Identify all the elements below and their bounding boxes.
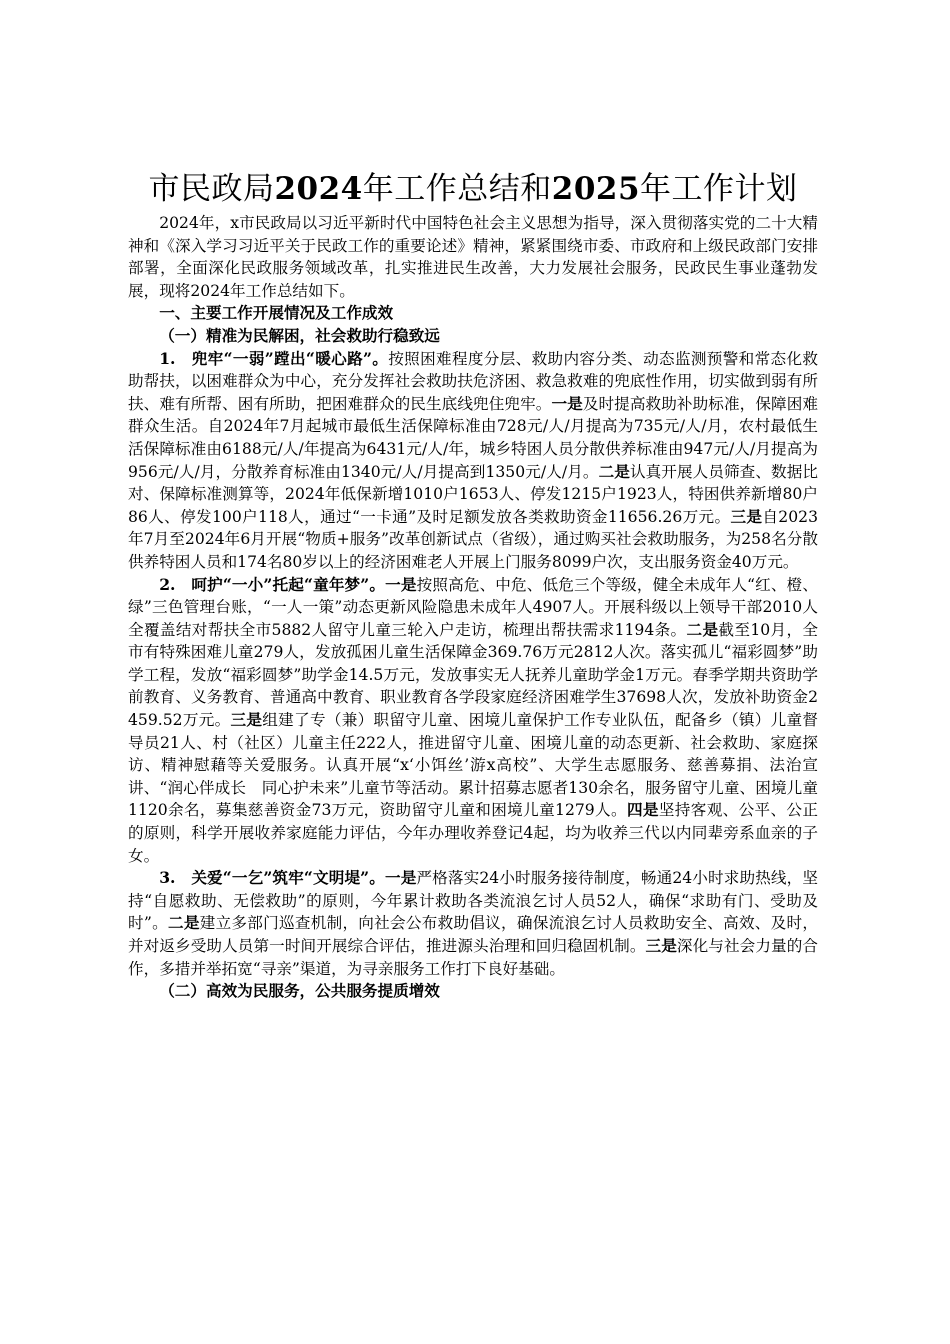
body-text: 深化与社会力量的合作，多措并举拓宽“寻亲”渠道，为寻亲服务工作打下良好基础。	[128, 937, 818, 978]
subsection-heading: （二）高效为民服务，公共服务提质增效	[159, 981, 440, 1001]
ordinal-keyword: 一是	[385, 868, 417, 888]
ordinal-keyword: 二是	[686, 619, 719, 639]
title-text: 年工作计划	[640, 171, 798, 207]
body-text: 自2023年7月至2024年6月开展“物质+服务”改革创新试点（省级），通过购买社会救助服务，为258名分散供养特困人员和174名80岁以上的经济困难老人开展上门服务8099户次，支出服务资金40万元。	[128, 507, 818, 571]
body-text: 组建了专（兼）职留守儿童、困境儿童保护工作专业队伍，配备乡（镇）儿童督导员21人、村（社区）儿童主任222人，推进留守儿童、困境儿童的动态更新、社会救助、家庭探访、精神慰藉等关爱服务。认真开展“x‘小饵丝’游x高校”、大学生志愿服务、慈善募捐、法治宣讲、“润心伴成长 同心护未来”儿童节等活动。累计招募志愿者130余名，服务留守儿童、困境儿童1120余名，募集慈善资金73万元，资助留守儿童和困境儿童1279人。	[128, 711, 818, 820]
body-text: 按照高危、中危、低危三个等级，健全未成年人“红、橙、绿”三色管理台账，“一人一策”动态更新风险隐患未成年人4907人。开展科级以上领导干部2010人全覆盖结对帮扶全市5882人留守儿童三轮入户走访，梳理出帮扶需求1194条。	[128, 575, 818, 639]
body-text: 截至10月，全市有特殊困难儿童279人，发放孤困儿童生活保障金369.76万元2812人次。落实孤儿“福彩圆梦”助学工程，发放“福彩圆梦”助学金14.5万元，发放事实无人抚养儿童助学金1万元。春季学期共资助学前教育、义务教育、普通高中教育、职业教育各学段家庭经济困难学生37698人次，发放补助资金2459.52万元。	[128, 620, 819, 730]
body-text: 严格落实24小时服务接待制度，畅通24小时求助热线，坚持“自愿救助、无偿救助”的原则，今年累计救助各类流浪乞讨人员52人，确保“求助有门、受助及时”。	[128, 869, 818, 933]
document-page	[128, 168, 818, 1003]
document-title	[128, 168, 818, 210]
body-text: 坚持客观、公平、公正的原则，科学开展收养家庭能力评估，今年办理收养登记4起，均为收养三代以内同辈旁系血亲的子女。	[128, 801, 818, 865]
body-text: 及时提高救助补助标准，保障困难群众生活。自2024年7月起城市最低生活保障标准由728元/人/月提高为735元/人/月，农村最低生活保障标准由6188元/人/年提高为6431元/人/年，城乡特困人员分散供养标准由947元/人/月提高为956元/人/月，分散养育标准由1340元/人/月提高到1350元/人/月。	[128, 394, 818, 481]
item-lead: 2. 呵护“一小”托起“童年梦”。	[159, 574, 386, 594]
ordinal-keyword: 三是	[230, 710, 263, 730]
title-year: 2025	[551, 171, 641, 207]
ordinal-keyword: 一是	[551, 393, 583, 413]
ordinal-keyword: 二是	[598, 461, 630, 481]
subsection-heading: （一）精准为民解困，社会救助行稳致远	[159, 325, 440, 345]
title-text: 市民政局	[148, 171, 275, 207]
ordinal-keyword: 三是	[645, 936, 677, 955]
ordinal-keyword: 四是	[626, 800, 659, 820]
item-paragraph-2	[128, 574, 818, 868]
body-text: 建立多部门巡查机制，向社会公布救助倡议，确保流浪乞讨人员救助安全、高效、及时，并对返乡受助人员第一时间开展综合评估，推进源头治理和回归稳固机制。	[128, 914, 818, 955]
intro-paragraph: 2024年，x市民政局以习近平新时代中国特色社会主义思想为指导，深入贯彻落实党的二十大精神和《深入学习习近平关于民政工作的重要论述》精神，紧紧围绕市委、市政府和上级民政部门安排部署，全面深化民政服务领域改革，扎实推进民生改善，大力发展社会服务，民政民生事业蓬勃发展，现将2024年工作总结如下。	[128, 214, 818, 300]
item-paragraph-1	[128, 348, 818, 574]
section-heading: 一、主要工作开展情况及工作成效	[159, 303, 394, 323]
title-text: 年工作总结和	[362, 171, 552, 207]
ordinal-keyword: 三是	[730, 506, 763, 526]
title-year: 2024	[274, 171, 363, 207]
item-lead: 1. 兜牢“一弱”蹚出“暖心路”。	[159, 348, 389, 368]
body-text: 按照困难程度分层、救助内容分类、动态监测预警和常态化救助帮扶，以困难群众为中心，充分发挥社会救助扶危济困、救急救难的兜底性作用，切实做到弱有所扶、难有所帮、困有所助，把困难群众的民生底线兜住兜牢。	[128, 349, 818, 413]
item-paragraph-3	[128, 867, 818, 980]
body-text: 认真开展人员筛查、数据比对、保障标准测算等，2024年低保新增1010户1653人、停发1215户1923人，特困供养新增80户86人、停发100户118人，通过“一卡通”及时足额发放各类救助资金11656.26万元。	[128, 462, 818, 526]
ordinal-keyword: 一是	[385, 574, 417, 594]
ordinal-keyword: 二是	[167, 913, 200, 933]
item-lead: 3. 关爱“一乞”筑牢“文明堤”。	[159, 868, 385, 888]
